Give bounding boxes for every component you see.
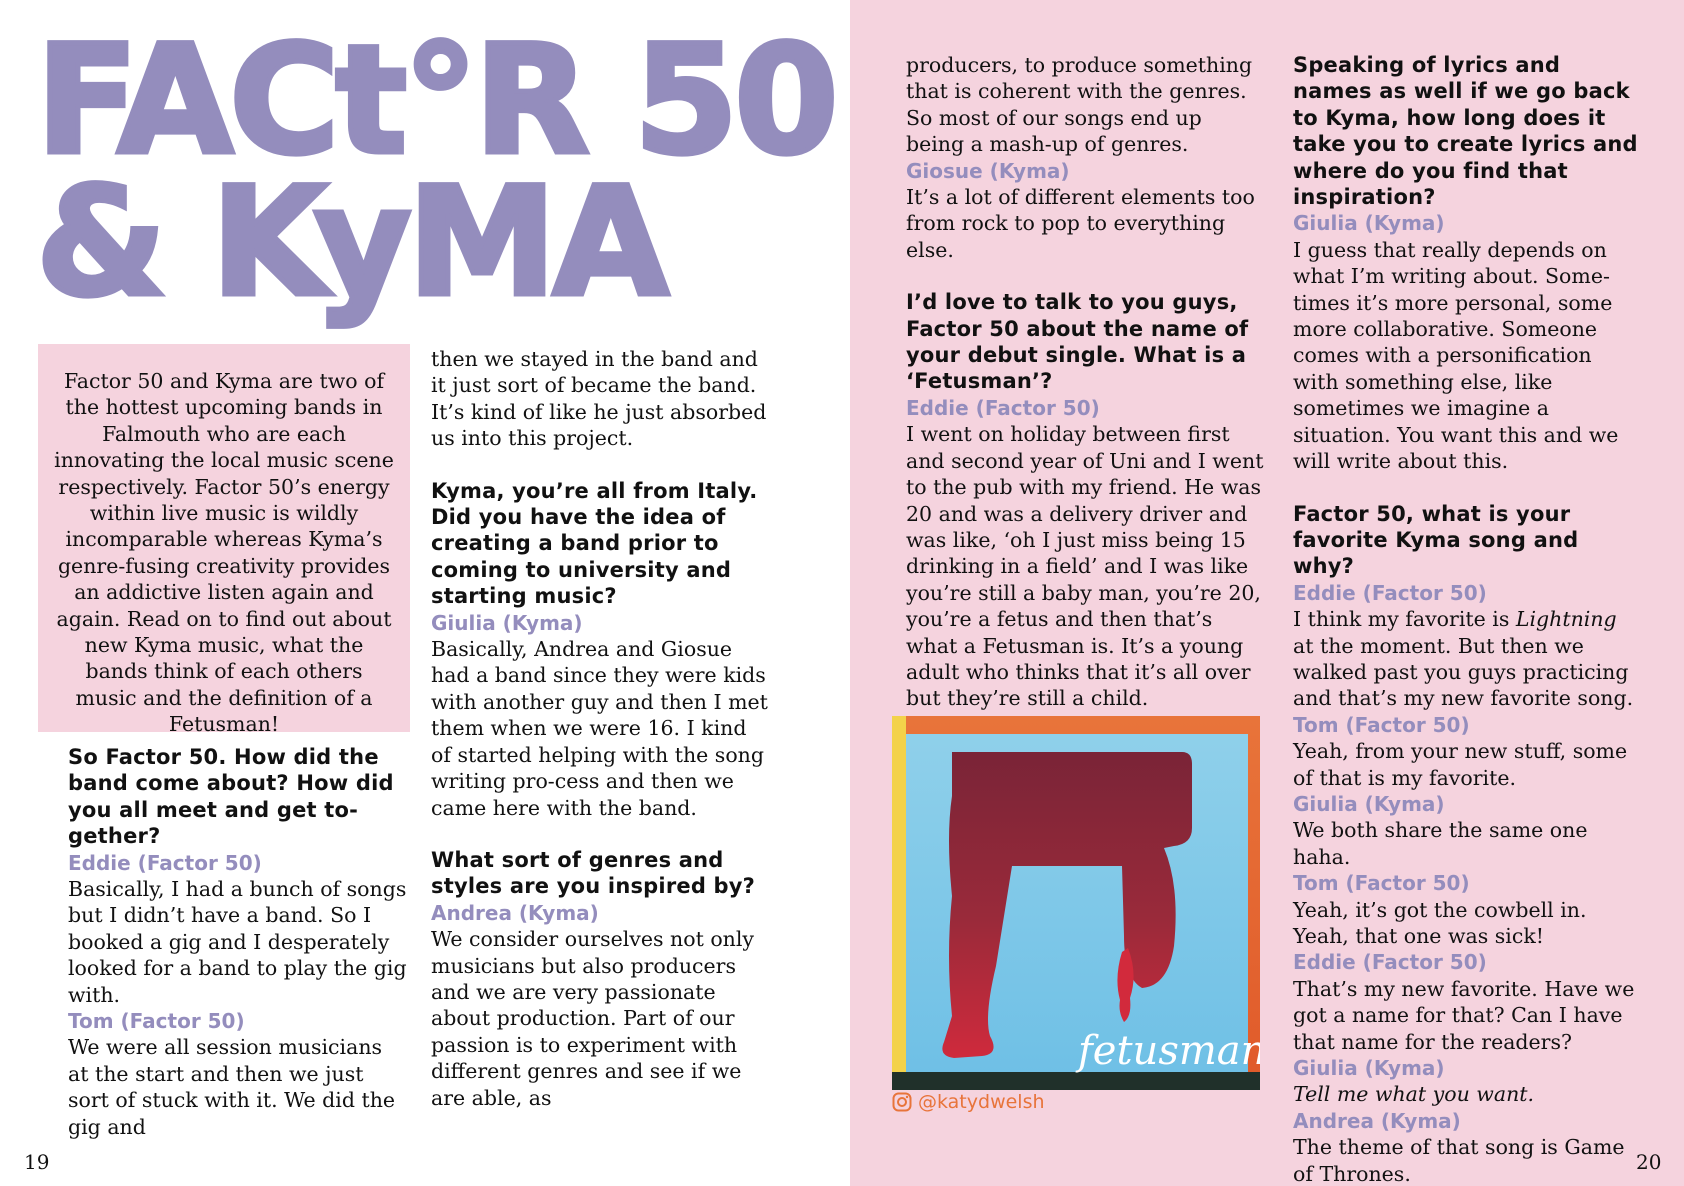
question: I’d love to talk to you guys, Factor 50 about the name of your debut single. What is a ‘Fetusman’?	[906, 290, 1249, 394]
answer: We were all session musicians at the start and then we just sort of stuck with it. We did the gig and	[68, 1035, 396, 1139]
answer: We consider ourselves not only musicians but also producers and we are very passionate about production. Part of our passion is to experiment with different genres and see if we are able, as	[431, 927, 755, 1110]
speaker-name: Andrea (Kyma)	[1293, 1108, 1461, 1133]
question: Speaking of lyrics and names as well if we go back to Kyma, how long does it take you to create lyrics and where do you find that inspiration?	[1293, 53, 1638, 210]
speaker-name: Eddie (Factor 50)	[1293, 950, 1487, 975]
page-number-left: 19	[24, 1150, 50, 1174]
column-2	[431, 346, 771, 1111]
answer: then we stayed in the band and it just sort of became the band. It’s kind of like he just absorbed us into this project.	[431, 347, 767, 451]
column-4	[1293, 52, 1643, 1186]
question: Factor 50, what is your favorite Kyma song and why?	[1293, 501, 1579, 579]
question: So Factor 50. How did the band come about? How did you all meet and get to-gether?	[68, 745, 394, 849]
intro-text: Factor 50 and Kyma are two of the hottest upcoming bands in Falmouth who are each innovating the local music scene respectively. Factor 50’s energy within live music is wildly incomparable whereas Kyma’s genre-fusing creativity provides an addictive listen again and again. Read on to find out about new Kyma music, what the bands think of each others music and the definition of a Fetusman!	[54, 369, 394, 737]
speaker-name: Giulia (Kyma)	[1293, 1056, 1445, 1081]
artwork-signature: fetusman	[1078, 1028, 1260, 1074]
answer: It’s a lot of different elements too from rock to pop to everything else.	[906, 185, 1255, 262]
answer: I went on holiday between first and second year of Uni and I went to the pub with my friend. He was 20 and was a delivery driver and was like, ‘oh I just miss being 15 drinking in a field’ and I was like you’re still a baby man, you’re 20, you’re a fetus and then that’s what a Fetusman is. It’s a young adult who thinks that it’s all over but they’re still a child.	[906, 422, 1264, 711]
instagram-icon	[892, 1092, 912, 1112]
speaker-name: Eddie (Factor 50)	[68, 850, 262, 875]
answer: Basically, I had a bunch of songs but I didn’t have a band. So I booked a gig and I desperately looked for a band to play the gig with.	[68, 877, 407, 1007]
answer: Tell me what you want.	[1293, 1082, 1535, 1107]
speaker-name: Andrea (Kyma)	[431, 900, 599, 925]
answer: The theme of that song is Game of Thrones.	[1293, 1135, 1625, 1186]
answer: I guess that really depends on what I’m writing about. Some-times it’s more personal, some more collaborative. Someone comes with a personification with something else, like sometimes we imagine a situation. You want this and we will write about this.	[1293, 237, 1619, 474]
intro-box	[38, 344, 410, 737]
fetusman-illustration	[892, 716, 1260, 1090]
speaker-name: Giosue (Kyma)	[906, 158, 1070, 183]
answer: producers, to produce something that is coherent with the genres. So most of our songs end up being a mash-up of genres.	[906, 53, 1253, 157]
answer: We both share the same one haha.	[1293, 818, 1588, 869]
article-title	[36, 14, 836, 330]
speaker-name: Eddie (Factor 50)	[1293, 580, 1487, 605]
answer: Basically, Andrea and Giosue had a band since they were kids with another guy and then I met them when we were 16. I kind of started helping with the song writing pro-cess and then we came here with the band.	[431, 637, 768, 820]
page-number-right: 20	[1636, 1150, 1662, 1174]
column-3	[906, 52, 1266, 712]
title-line-2: & KyMA	[36, 156, 665, 330]
song-title: Lightning	[1515, 607, 1617, 632]
speaker-name: Tom (Factor 50)	[68, 1009, 245, 1034]
photo-credit[interactable]	[892, 1092, 1045, 1112]
single-artwork	[892, 716, 1260, 1090]
answer: Yeah, it’s got the cowbell in. Yeah, that one was sick!	[1293, 897, 1587, 948]
question: Kyma, you’re all from Italy. Did you have the idea of creating a band prior to coming to university and starting music?	[431, 478, 758, 609]
speaker-name: Giulia (Kyma)	[1293, 791, 1445, 816]
speaker-name: Eddie (Factor 50)	[906, 395, 1100, 420]
answer: Yeah, from your new stuff, some of that is my favorite.	[1293, 739, 1628, 790]
answer: That’s my new favorite. Have we got a name for that? Can I have that name for the readers?	[1293, 976, 1635, 1054]
speaker-name: Giulia (Kyma)	[1293, 211, 1445, 236]
speaker-name: Tom (Factor 50)	[1293, 712, 1470, 737]
answer: I think my favorite is Lightning at the moment. But then we walked past you guys practicing and that’s my new favorite song.	[1293, 607, 1634, 711]
credit-handle: @katydwelsh	[918, 1091, 1045, 1113]
column-1	[68, 744, 408, 1140]
question: What sort of genres and styles are you inspired by?	[431, 847, 756, 899]
title-line-1: FACt°R 50	[36, 14, 835, 188]
speaker-name: Giulia (Kyma)	[431, 610, 583, 635]
speaker-name: Tom (Factor 50)	[1293, 871, 1470, 896]
